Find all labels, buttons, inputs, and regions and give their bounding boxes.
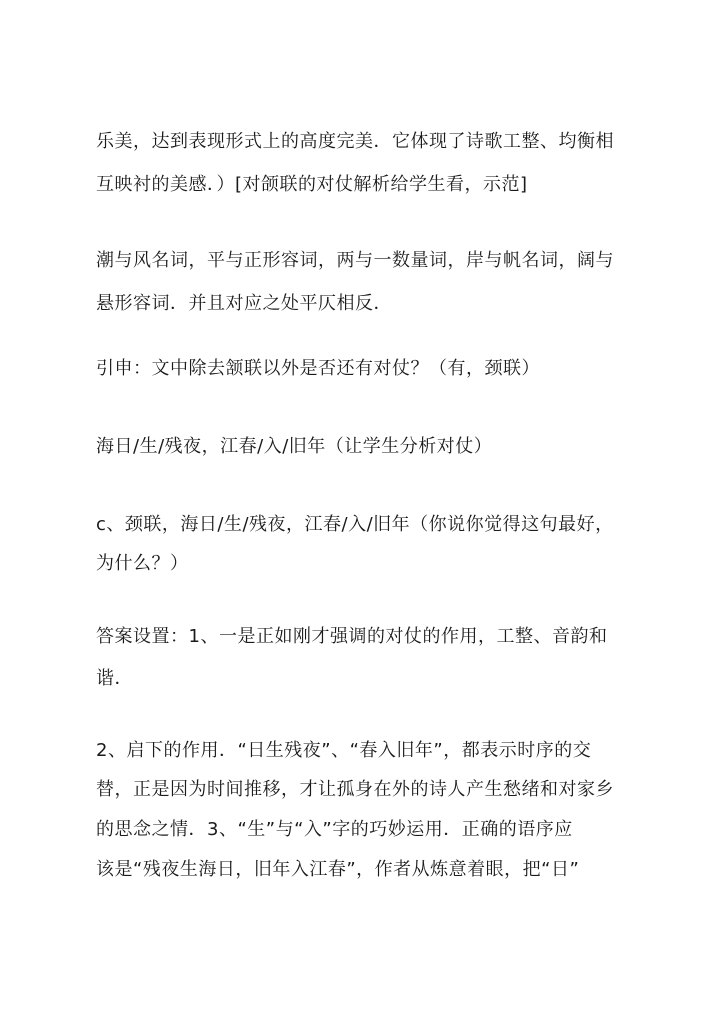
paragraph-5-line-2: 为什么？） (96, 553, 189, 574)
paragraph-1-line-1: 乐美，达到表现形式上的高度完美．它体现了诗歌工整、均衡相 (96, 131, 614, 152)
paragraph-2-line-1: 潮与风名词，平与正形容词，两与一数量词，岸与帆名词，阔与 (96, 250, 614, 271)
paragraph-3-line-1: 引申：文中除去颔联以外是否还有对仗？（有，颈联） (96, 358, 540, 379)
paragraph-6-line-1: 答案设置：1、一是正如刚才强调的对仗的作用，工整、音韵和 (96, 626, 608, 647)
paragraph-7-line-1: 2、启下的作用．“日生残夜”、“春入旧年”，都表示时序的交 (96, 740, 592, 761)
paragraph-2-line-2: 悬形容词．并且对应之处平仄相反． (96, 293, 392, 314)
paragraph-7-line-4: 该是“残夜生海日，旧年入江春”，作者从炼意着眼，把“日” (96, 859, 580, 880)
paragraph-1-line-2: 互映衬的美感．）[对颌联的对仗解析给学生看，示范] (96, 174, 528, 195)
paragraph-4-line-1: 海日/生/残夜，江春/入/旧年（让学生分析对仗） (96, 436, 493, 457)
paragraph-6-line-2: 谐． (96, 668, 133, 689)
paragraph-7-line-2: 替，正是因为时间推移，才让孤身在外的诗人产生愁绪和对家乡 (96, 779, 614, 800)
paragraph-7-line-3: 的思念之情．3、“生”与“入”字的巧妙运用．正确的语序应 (96, 819, 573, 840)
paragraph-5-line-1: c、颈联，海日/生/残夜，江春/入/旧年（你说你觉得这句最好， (96, 514, 614, 535)
